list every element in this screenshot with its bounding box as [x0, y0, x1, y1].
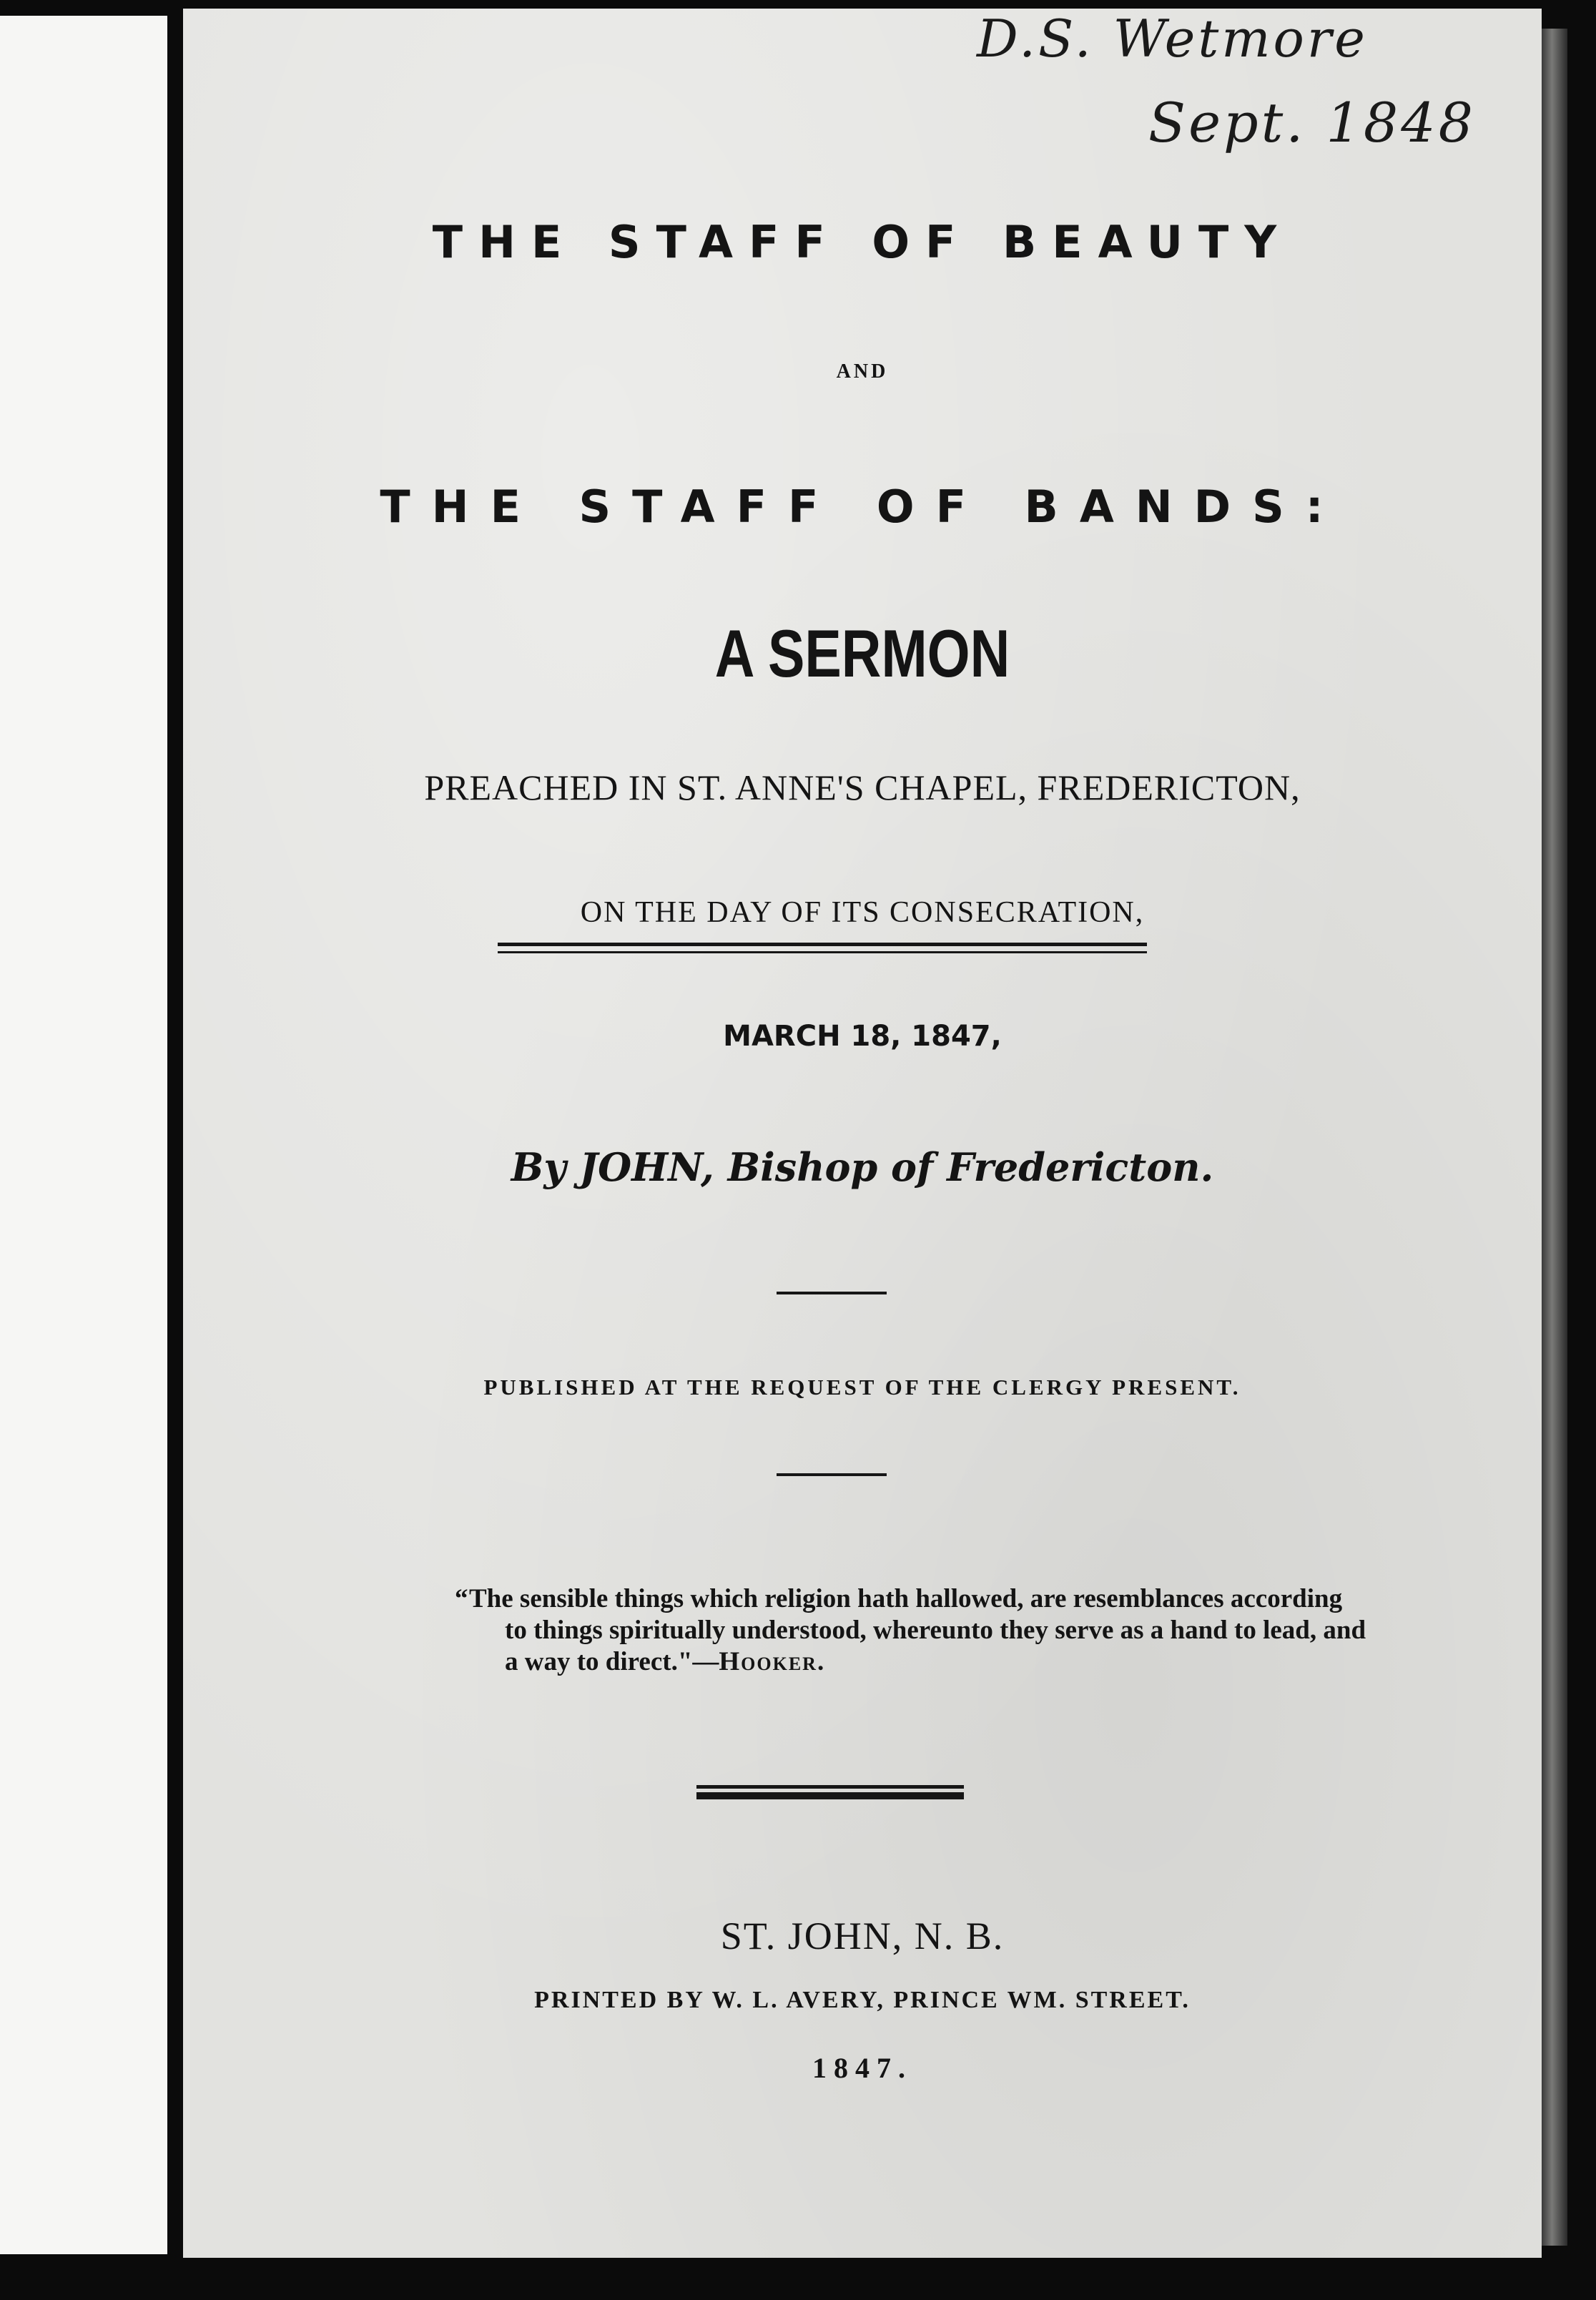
facing-page — [0, 16, 167, 2254]
title-line-2: THE STAFF OF BANDS: — [380, 481, 1345, 533]
double-rule-bottom — [696, 1792, 964, 1799]
epigraph-attribution: Hooker. — [719, 1647, 826, 1676]
epigraph — [455, 1583, 1570, 1678]
title-conjunction: AND — [836, 360, 889, 383]
author-line: By JOHN, Bishop of Fredericton. — [511, 1144, 1214, 1190]
occasion-underline-2 — [498, 951, 1147, 953]
separator-rule-2 — [777, 1473, 887, 1476]
handwritten-name: D.S. Wetmore — [977, 9, 1368, 69]
epigraph-line-1: The sensible things which religion hath hallowed, are resemblances according — [469, 1584, 1343, 1613]
subtitle: A SERMON — [714, 616, 1010, 691]
title-line-1: THE STAFF OF BEAUTY — [432, 216, 1293, 268]
published-note: PUBLISHED AT THE REQUEST OF THE CLERGY PRESENT. — [483, 1375, 1241, 1400]
date-line: MARCH 18, 1847, — [723, 1020, 1002, 1053]
epigraph-open-quote: “ — [455, 1584, 468, 1613]
imprint-printer: PRINTED BY W. L. AVERY, PRINCE WM. STREET. — [534, 1987, 1191, 2013]
handwritten-date: Sept. 1848 — [1148, 91, 1476, 154]
page-edge-shadow — [1542, 29, 1567, 2246]
occasion-line: ON THE DAY OF ITS CONSECRATION, — [580, 896, 1145, 929]
epigraph-line-3-text: a way to direct."— — [505, 1647, 719, 1676]
epigraph-line-3 — [469, 1646, 1570, 1678]
imprint-year: 1847. — [812, 2052, 912, 2084]
separator-rule-1 — [777, 1292, 887, 1294]
preached-line: PREACHED IN ST. ANNE'S CHAPEL, FREDERICTON, — [424, 767, 1301, 807]
occasion-underline — [498, 943, 1147, 946]
imprint-place: ST. JOHN, N. B. — [720, 1915, 1005, 1957]
epigraph-line-2: to things spiritually understood, whereunto they serve as a hand to lead, and — [505, 1616, 1366, 1645]
title-page — [183, 9, 1542, 2258]
double-rule-top — [696, 1785, 964, 1789]
